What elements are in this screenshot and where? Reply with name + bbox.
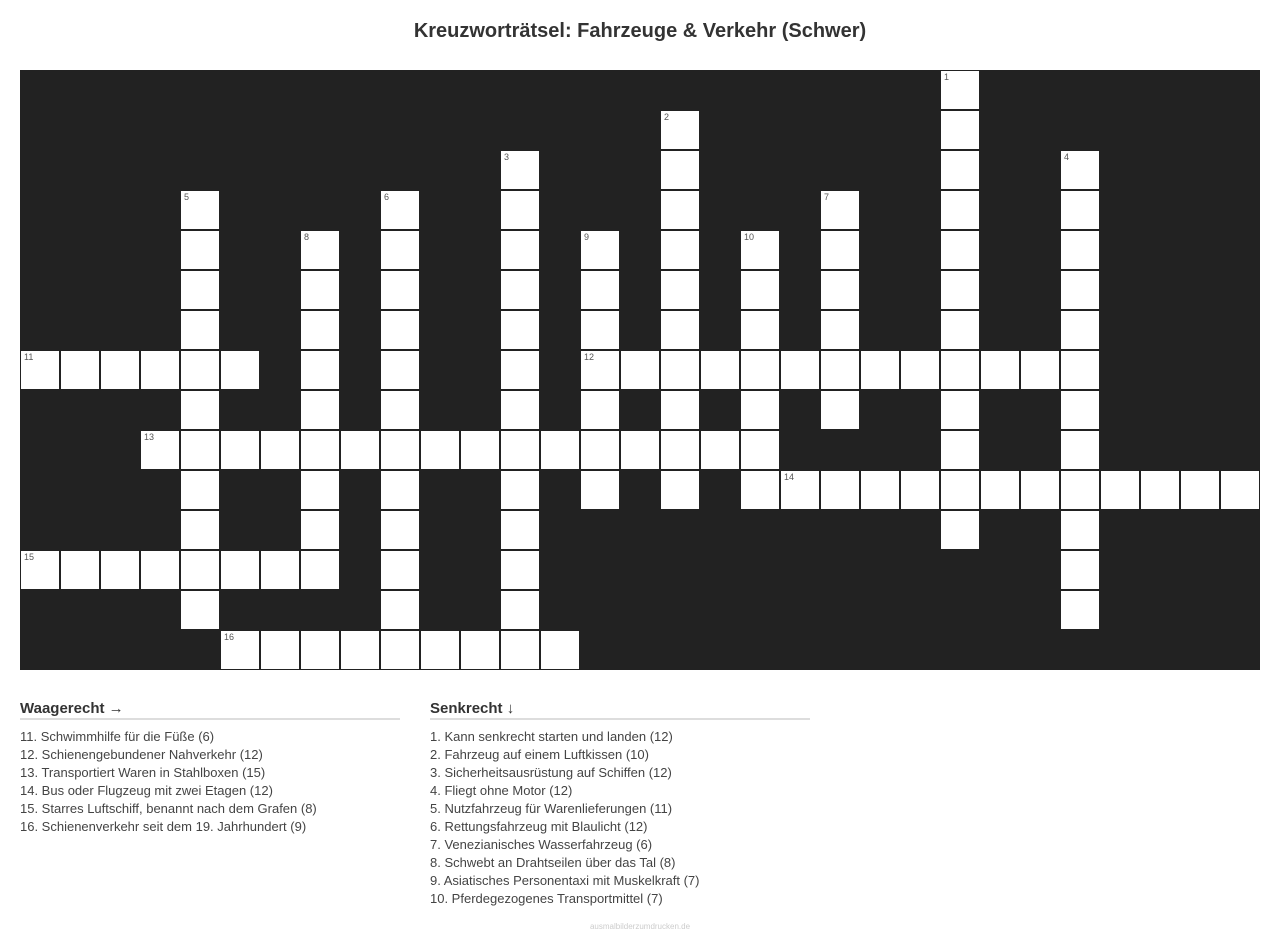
crossword-cell[interactable] [380, 310, 420, 350]
crossword-cell[interactable] [980, 350, 1020, 390]
crossword-cell[interactable] [940, 110, 980, 150]
crossword-cell[interactable] [620, 430, 660, 470]
crossword-cell[interactable] [660, 350, 700, 390]
down-clue: 2. Fahrzeug auf einem Luftkissen (10) [430, 747, 649, 762]
across-clue: 14. Bus oder Flugzeug mit zwei Etagen (12) [20, 783, 273, 798]
down-heading [430, 700, 810, 720]
crossword-cell[interactable] [100, 350, 140, 390]
crossword-cell[interactable] [140, 550, 180, 590]
crossword-cell[interactable] [300, 430, 340, 470]
crossword-cell[interactable] [660, 230, 700, 270]
crossword-cell[interactable] [220, 350, 260, 390]
crossword-cell[interactable] [500, 430, 540, 470]
crossword-cell[interactable] [260, 430, 300, 470]
across-clue: 13. Transportiert Waren in Stahlboxen (15) [20, 765, 266, 780]
crossword-cell[interactable] [220, 550, 260, 590]
clue-number: 16 [224, 632, 235, 642]
crossword-cell[interactable] [1060, 350, 1100, 390]
crossword-cell[interactable] [820, 270, 860, 310]
crossword-cell[interactable] [1060, 390, 1100, 430]
down-clue: 6. Rettungsfahrzeug mit Blaulicht (12) [430, 819, 648, 834]
crossword-cell[interactable] [1020, 350, 1060, 390]
crossword-cell[interactable] [300, 230, 340, 270]
crossword-cell[interactable] [660, 430, 700, 470]
down-clue: 9. Asiatisches Personentaxi mit Muskelkraft (7) [430, 873, 700, 888]
crossword-cell[interactable] [540, 430, 580, 470]
clue-number: 6 [384, 192, 390, 202]
crossword-cell[interactable] [1220, 470, 1260, 510]
crossword-cell[interactable] [420, 630, 460, 670]
crossword-cell[interactable] [820, 310, 860, 350]
crossword-cell[interactable] [700, 430, 740, 470]
crossword-cell[interactable] [380, 550, 420, 590]
crossword-cell[interactable] [820, 390, 860, 430]
clue-number: 8 [304, 232, 310, 242]
crossword-cell[interactable] [580, 310, 620, 350]
crossword-cell[interactable] [940, 230, 980, 270]
crossword-grid [20, 70, 1260, 670]
crossword-cell[interactable] [380, 630, 420, 670]
crossword-cell[interactable] [1060, 510, 1100, 550]
crossword-cell[interactable] [620, 350, 660, 390]
crossword-cell[interactable] [380, 270, 420, 310]
clue-number: 3 [504, 152, 510, 162]
crossword-cell[interactable] [460, 430, 500, 470]
crossword-cell[interactable] [580, 230, 620, 270]
down-clue: 1. Kann senkrecht starten und landen (12) [430, 729, 673, 744]
crossword-cell[interactable] [740, 310, 780, 350]
down-heading-label: Senkrecht [430, 700, 503, 717]
crossword-cell[interactable] [940, 470, 980, 510]
down-clue: 7. Venezianisches Wasserfahrzeug (6) [430, 837, 653, 852]
crossword-cell[interactable] [180, 510, 220, 550]
across-clues-panel [20, 700, 400, 836]
crossword-cell[interactable] [820, 470, 860, 510]
crossword-cell[interactable] [580, 390, 620, 430]
crossword-cell[interactable] [380, 510, 420, 550]
crossword-cell[interactable] [740, 270, 780, 310]
down-clue: 4. Fliegt ohne Motor (12) [430, 783, 573, 798]
crossword-cell[interactable] [740, 350, 780, 390]
clue-number: 5 [184, 192, 190, 202]
clue-number: 11 [24, 352, 34, 362]
crossword-cell[interactable] [420, 430, 460, 470]
across-clue: 11. Schwimmhilfe für die Füße (6) [20, 729, 215, 744]
crossword-cell[interactable] [820, 190, 860, 230]
crossword-cell[interactable] [380, 590, 420, 630]
crossword-cell[interactable] [180, 270, 220, 310]
crossword-cell[interactable] [780, 350, 820, 390]
crossword-cell[interactable] [660, 270, 700, 310]
down-clue: 5. Nutzfahrzeug für Warenlieferungen (11) [430, 801, 673, 816]
crossword-cell[interactable] [940, 70, 980, 110]
crossword-cell[interactable] [300, 630, 340, 670]
crossword-cell[interactable] [580, 470, 620, 510]
crossword-cell[interactable] [660, 470, 700, 510]
crossword-cell[interactable] [940, 390, 980, 430]
crossword-cell[interactable] [380, 230, 420, 270]
clue-number: 10 [744, 232, 755, 242]
crossword-cell[interactable] [460, 630, 500, 670]
crossword-cell[interactable] [380, 350, 420, 390]
clue-number: 12 [584, 352, 595, 362]
crossword-cell[interactable] [180, 470, 220, 510]
crossword-cell[interactable] [20, 350, 60, 390]
crossword-cell[interactable] [1060, 550, 1100, 590]
clue-number: 15 [24, 552, 35, 562]
crossword-cell[interactable] [180, 230, 220, 270]
crossword-cell[interactable] [580, 430, 620, 470]
crossword-cell[interactable] [500, 510, 540, 550]
crossword-cell[interactable] [860, 350, 900, 390]
crossword-cell[interactable] [1060, 430, 1100, 470]
crossword-cell[interactable] [740, 390, 780, 430]
crossword-cell[interactable] [540, 630, 580, 670]
crossword-cell[interactable] [740, 470, 780, 510]
down-clues-panel [430, 700, 810, 908]
crossword-cell[interactable] [300, 510, 340, 550]
crossword-cell[interactable] [60, 550, 100, 590]
puzzle-title: Kreuzworträtsel: Fahrzeuge & Verkehr (Schwer) [413, 20, 867, 42]
crossword-cell[interactable] [500, 310, 540, 350]
crossword-cell[interactable] [940, 310, 980, 350]
crossword-cell[interactable] [220, 430, 260, 470]
down-clue: 8. Schwebt an Drahtseilen über das Tal (8) [430, 855, 676, 870]
clue-number: 13 [144, 432, 155, 442]
crossword-cell[interactable] [780, 470, 820, 510]
crossword-cell[interactable] [500, 470, 540, 510]
crossword-cell[interactable] [740, 230, 780, 270]
down-clue: 10. Pferdegezogenes Transportmittel (7) [430, 891, 663, 906]
crossword-cell[interactable] [820, 230, 860, 270]
crossword-cell[interactable] [1020, 470, 1060, 510]
crossword-cell[interactable] [1180, 470, 1220, 510]
crossword-cell[interactable] [660, 390, 700, 430]
clue-number: 14 [784, 472, 795, 482]
crossword-cell[interactable] [500, 550, 540, 590]
right-arrow-icon: → [108, 700, 124, 717]
crossword-cell[interactable] [500, 230, 540, 270]
crossword-cell[interactable] [1060, 310, 1100, 350]
crossword-cell[interactable] [660, 110, 700, 150]
crossword-cell[interactable] [260, 550, 300, 590]
crossword-cell[interactable] [940, 150, 980, 190]
clue-number: 9 [584, 232, 590, 242]
clue-number: 1 [944, 72, 950, 82]
crossword-cell[interactable] [1060, 470, 1100, 510]
down-arrow-icon: ↓ [506, 700, 515, 717]
crossword-cell[interactable] [1060, 190, 1100, 230]
crossword-cell[interactable] [300, 270, 340, 310]
crossword-cell[interactable] [1060, 590, 1100, 630]
crossword-cell[interactable] [340, 430, 380, 470]
crossword-cell[interactable] [500, 190, 540, 230]
crossword-cell[interactable] [660, 190, 700, 230]
crossword-cell[interactable] [260, 630, 300, 670]
crossword-cell[interactable] [940, 350, 980, 390]
crossword-cell[interactable] [340, 630, 380, 670]
crossword-cell[interactable] [500, 270, 540, 310]
crossword-cell[interactable] [180, 430, 220, 470]
crossword-cell[interactable] [940, 510, 980, 550]
across-heading-label: Waagerecht [20, 700, 105, 717]
crossword-cell[interactable] [140, 430, 180, 470]
crossword-cell[interactable] [500, 390, 540, 430]
crossword-cell[interactable] [140, 350, 180, 390]
across-clue: 16. Schienenverkehr seit dem 19. Jahrhundert (9) [20, 819, 307, 834]
crossword-cell[interactable] [940, 270, 980, 310]
crossword-cell[interactable] [300, 550, 340, 590]
crossword-cell[interactable] [20, 550, 60, 590]
crossword-cell[interactable] [580, 270, 620, 310]
down-clue: 3. Sicherheitsausrüstung auf Schiffen (12) [430, 765, 672, 780]
crossword-cell[interactable] [180, 550, 220, 590]
crossword-cell[interactable] [660, 310, 700, 350]
crossword-cell[interactable] [860, 470, 900, 510]
crossword-cell[interactable] [380, 190, 420, 230]
across-clue: 15. Starres Luftschiff, benannt nach dem Grafen (8) [20, 801, 317, 816]
crossword-cell[interactable] [1100, 470, 1140, 510]
clue-number: 2 [664, 112, 670, 122]
crossword-cell[interactable] [220, 630, 260, 670]
clue-number: 4 [1064, 152, 1070, 162]
crossword-cell[interactable] [380, 470, 420, 510]
crossword-cell[interactable] [180, 190, 220, 230]
crossword-cell[interactable] [1140, 470, 1180, 510]
crossword-cell[interactable] [940, 430, 980, 470]
crossword-cell[interactable] [1060, 270, 1100, 310]
clue-number: 7 [824, 192, 830, 202]
crossword-cell[interactable] [180, 350, 220, 390]
footer-credit: ausmalbilderzumdrucken.de [589, 922, 691, 931]
across-clue: 12. Schienengebundener Nahverkehr (12) [20, 747, 263, 762]
crossword-cell[interactable] [500, 630, 540, 670]
crossword-cell[interactable] [380, 390, 420, 430]
crossword-cell[interactable] [660, 150, 700, 190]
across-heading [20, 700, 400, 720]
crossword-cell[interactable] [300, 470, 340, 510]
down-clue-list [430, 728, 810, 908]
crossword-cell[interactable] [100, 550, 140, 590]
crossword-cell[interactable] [580, 350, 620, 390]
crossword-cell[interactable] [900, 470, 940, 510]
crossword-cell[interactable] [180, 310, 220, 350]
crossword-cell[interactable] [1060, 150, 1100, 190]
crossword-cell[interactable] [740, 430, 780, 470]
crossword-cell[interactable] [940, 190, 980, 230]
crossword-cell[interactable] [180, 390, 220, 430]
crossword-cell[interactable] [180, 590, 220, 630]
crossword-cell[interactable] [820, 350, 860, 390]
crossword-cell[interactable] [500, 350, 540, 390]
across-clue-list [20, 728, 400, 836]
crossword-cell[interactable] [500, 590, 540, 630]
crossword-cell[interactable] [300, 390, 340, 430]
crossword-cell[interactable] [60, 350, 100, 390]
crossword-cell[interactable] [980, 470, 1020, 510]
crossword-cell[interactable] [300, 310, 340, 350]
crossword-cell[interactable] [500, 150, 540, 190]
crossword-cell[interactable] [300, 350, 340, 390]
crossword-cell[interactable] [700, 350, 740, 390]
crossword-cell[interactable] [900, 350, 940, 390]
crossword-cell[interactable] [1060, 230, 1100, 270]
crossword-cell[interactable] [380, 430, 420, 470]
